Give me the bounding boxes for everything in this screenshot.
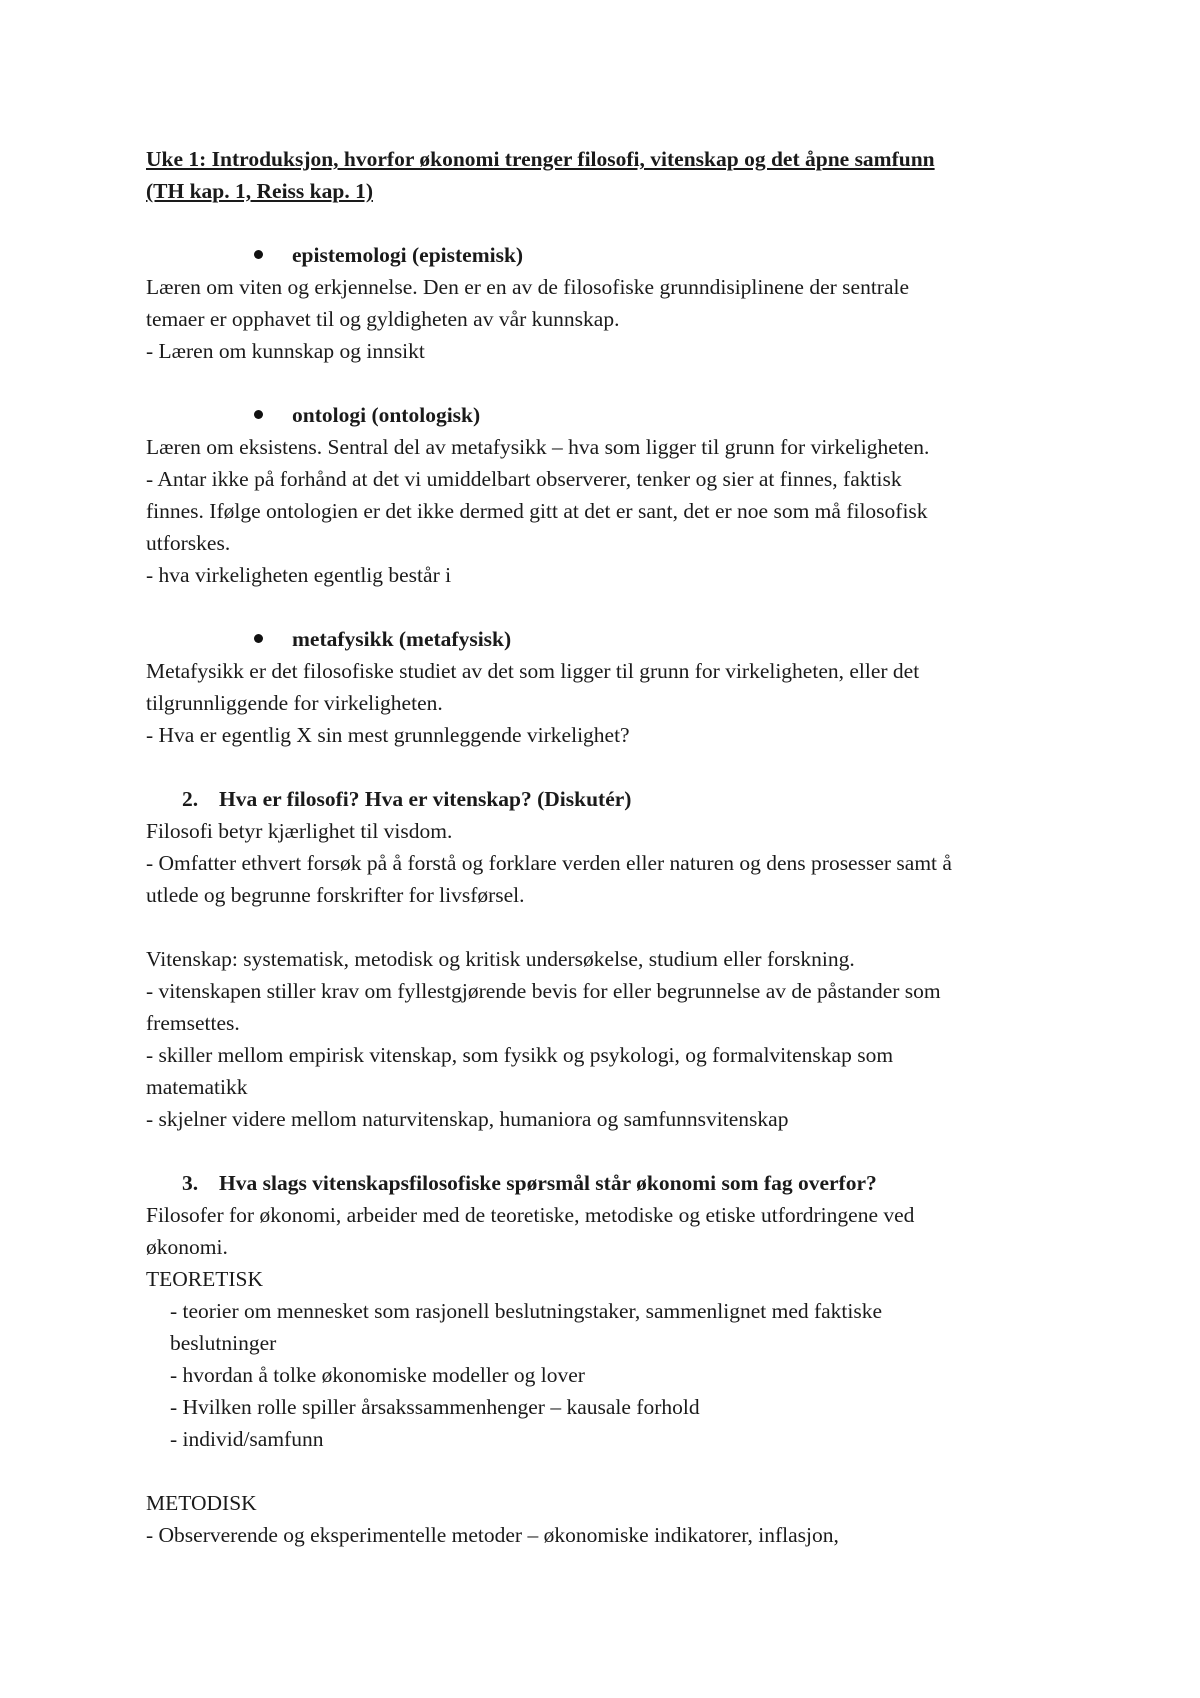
- epistemologi-text-2: temaer er opphavet til og gyldigheten av vår kunnskap.: [146, 307, 620, 331]
- metafysikk-text-2: tilgrunnliggende for virkeligheten.: [146, 691, 443, 715]
- teoretisk-item-2: - hvordan å tolke økonomiske modeller og lover: [170, 1363, 585, 1387]
- question-2-text-3: utlede og begrunne forskrifter for livsførsel.: [146, 883, 525, 907]
- metafysikk-text-3: - Hva er egentlig X sin mest grunnleggende virkelighet?: [146, 723, 630, 747]
- question-2-heading-text: Hva er filosofi? Hva er vitenskap? (Diskutér): [219, 787, 632, 811]
- teoretisk-item-1-cont: beslutninger: [170, 1331, 277, 1355]
- ontologi-heading: [146, 399, 1076, 431]
- epistemologi-heading: [146, 239, 1076, 271]
- epistemologi-heading-text: epistemologi (epistemisk): [292, 243, 524, 267]
- question-2-number: 2.: [182, 787, 199, 811]
- bullet-icon: [254, 634, 263, 643]
- spacer: [146, 911, 1076, 943]
- metafysikk-heading: [146, 623, 1076, 655]
- question-2-text-9: - skjelner videre mellom naturvitenskap, humaniora og samfunnsvitenskap: [146, 1107, 789, 1131]
- teoretisk-item-1: - teorier om mennesket som rasjonell beslutningstaker, sammenlignet med faktiske: [170, 1299, 883, 1323]
- spacer: [146, 367, 1076, 399]
- bullet-icon: [254, 250, 263, 259]
- metafysikk-text-1: Metafysikk er det filosofiske studiet av det som ligger til grunn for virkeligheten, eller det: [146, 659, 920, 683]
- question-2-text-5: - vitenskapen stiller krav om fyllestgjørende bevis for eller begrunnelse av de påstander som: [146, 979, 941, 1003]
- epistemologi-text-1: Læren om viten og erkjennelse. Den er en av de filosofiske grunndisiplinene der sentrale: [146, 275, 910, 299]
- question-2-text-4: Vitenskap: systematisk, metodisk og kritisk undersøkelse, studium eller forskning.: [146, 947, 855, 971]
- ontologi-text-3: finnes. Ifølge ontologien er det ikke dermed gitt at det er sant, det er noe som må filosofisk: [146, 499, 928, 523]
- question-2-text-8: matematikk: [146, 1075, 248, 1099]
- question-3-heading-text: Hva slags vitenskapsfilosofiske spørsmål står økonomi som fag overfor?: [219, 1171, 877, 1195]
- teoretisk-label: TEORETISK: [146, 1267, 264, 1291]
- question-3-text-1: Filosofer for økonomi, arbeider med de teoretiske, metodiske og etiske utfordringene ved: [146, 1203, 915, 1227]
- epistemologi-text-3: - Læren om kunnskap og innsikt: [146, 339, 425, 363]
- question-2-text-1: Filosofi betyr kjærlighet til visdom.: [146, 819, 453, 843]
- spacer: [146, 1455, 1076, 1487]
- spacer: [146, 751, 1076, 783]
- metodisk-item-1: - Observerende og eksperimentelle metoder – økonomiske indikatorer, inflasjon,: [146, 1523, 839, 1547]
- page-title-line-1: Uke 1: Introduksjon, hvorfor økonomi trenger filosofi, vitenskap og det åpne samfunn: [146, 147, 935, 171]
- spacer: [146, 591, 1076, 623]
- question-3-heading: [146, 1167, 1076, 1199]
- ontologi-text-5: - hva virkeligheten egentlig består i: [146, 563, 452, 587]
- metafysikk-heading-text: metafysikk (metafysisk): [292, 627, 512, 651]
- spacer: [146, 207, 1076, 239]
- document-body: [146, 143, 1076, 1551]
- ontologi-text-2: - Antar ikke på forhånd at det vi umiddelbart observerer, tenker og sier at finnes, faktisk: [146, 467, 902, 491]
- ontologi-heading-text: ontologi (ontologisk): [292, 403, 481, 427]
- question-3-text-2: økonomi.: [146, 1235, 228, 1259]
- question-2-text-2: - Omfatter ethvert forsøk på å forstå og forklare verden eller naturen og dens prosesser samt å: [146, 851, 952, 875]
- question-3-number: 3.: [182, 1171, 199, 1195]
- metodisk-label: METODISK: [146, 1491, 257, 1515]
- spacer: [146, 1135, 1076, 1167]
- question-2-text-7: - skiller mellom empirisk vitenskap, som fysikk og psykologi, og formalvitenskap som: [146, 1043, 894, 1067]
- question-2-heading: [146, 783, 1076, 815]
- page-title-line-2: (TH kap. 1, Reiss kap. 1): [146, 179, 373, 203]
- ontologi-text-1: Læren om eksistens. Sentral del av metafysikk – hva som ligger til grunn for virkeligheten.: [146, 435, 930, 459]
- ontologi-text-4: utforskes.: [146, 531, 231, 555]
- question-2-text-6: fremsettes.: [146, 1011, 240, 1035]
- bullet-icon: [254, 410, 263, 419]
- teoretisk-item-3: - Hvilken rolle spiller årsakssammenhenger – kausale forhold: [170, 1395, 700, 1419]
- teoretisk-item-4: - individ/samfunn: [170, 1427, 324, 1451]
